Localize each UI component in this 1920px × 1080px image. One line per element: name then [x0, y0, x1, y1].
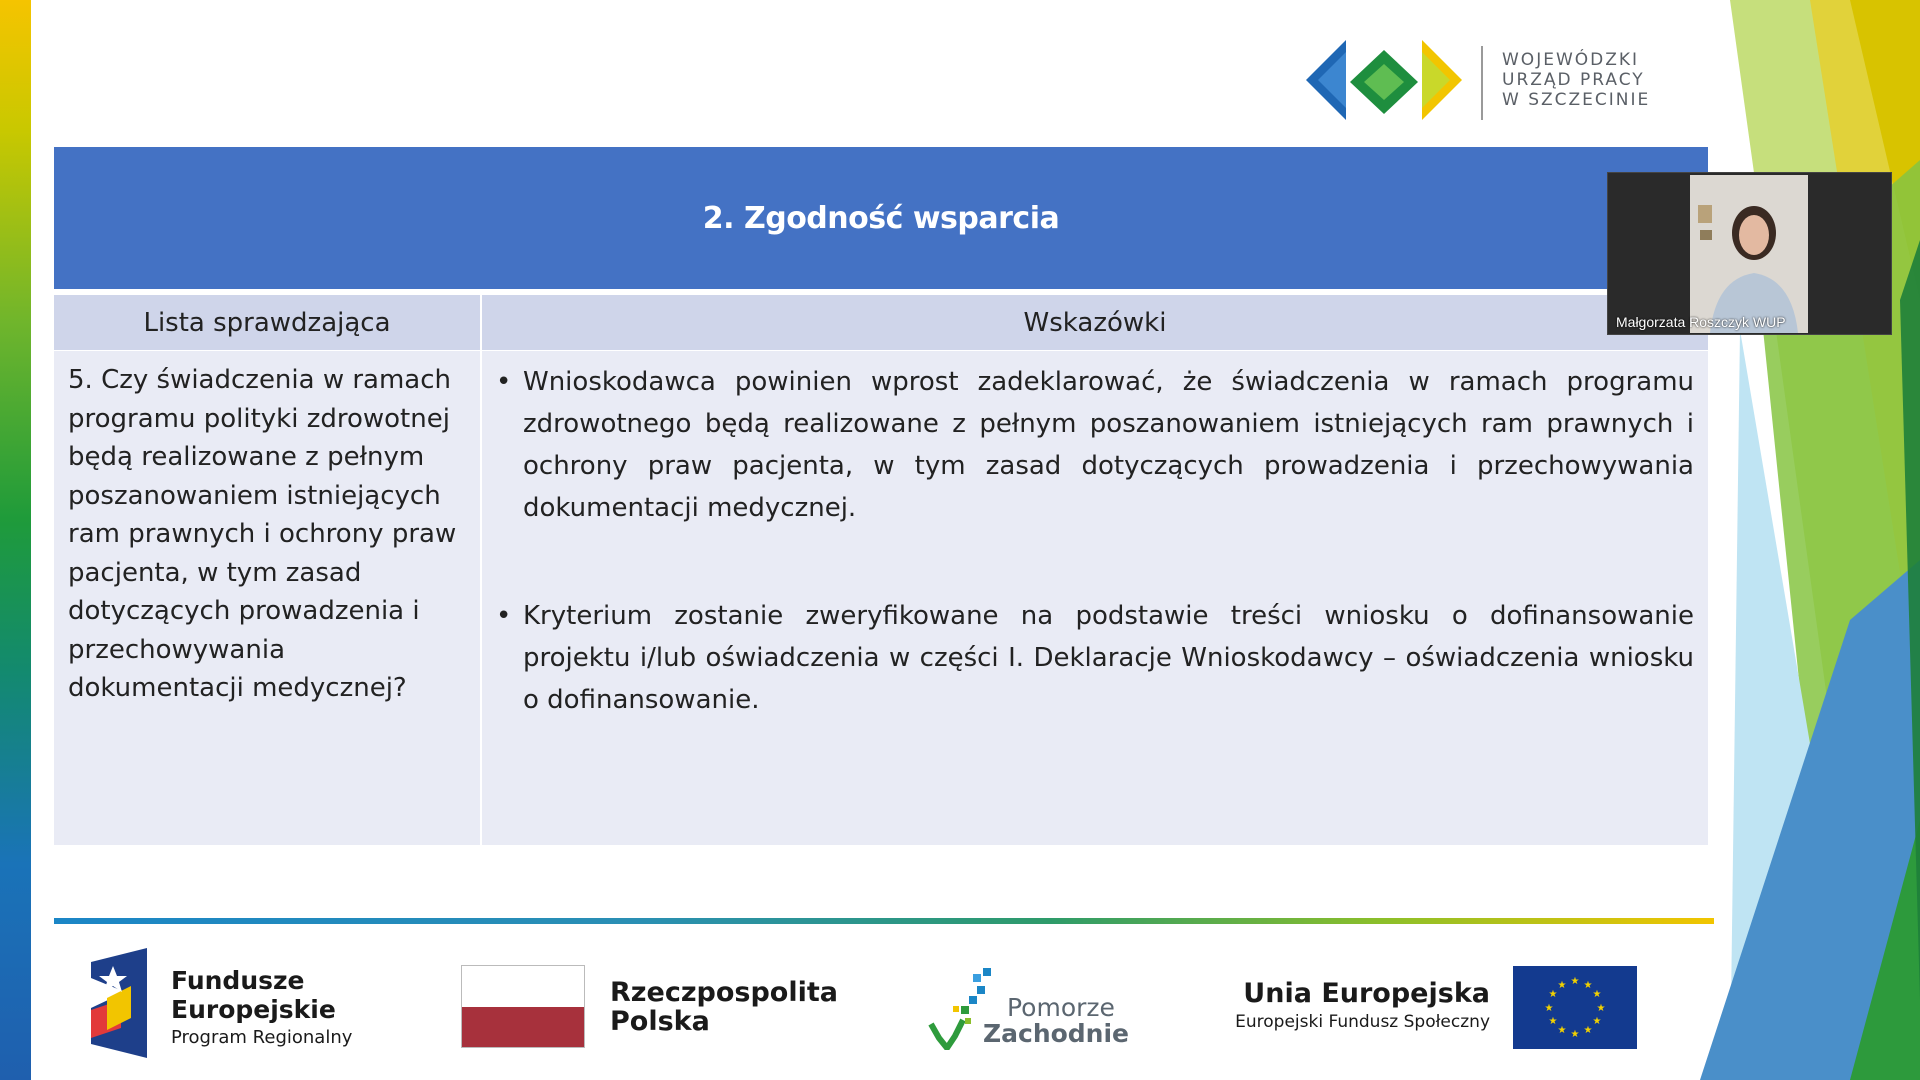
tip-item-1: • Wnioskodawca powinien wprost zadeklarować, że świadczenia w ramach programu zdrowotnego będą realizowane z pełnym poszanowaniem istniejących ram prawnych i ochrony praw pacjenta, w tym zasad dotyczących prowadzenia i przechowywania dokumentacji medycznej.: [496, 361, 1694, 529]
unia-europejska-text: [1225, 978, 1490, 1034]
slide-title-bar: [54, 147, 1708, 289]
participant-avatar-icon: [1690, 175, 1808, 333]
ue-line1: Unia Europejska: [1243, 978, 1490, 1009]
svg-text:★: ★: [1596, 1003, 1606, 1014]
tip-item-2: • Kryterium zostanie zweryfikowane na podstawie treści wniosku o dofinansowanie projektu i/lub oświadczenia w części I. Deklaracje Wnioskodawcy – oświadczenia wniosku o dofinansowanie.: [496, 595, 1694, 721]
wup-name-line1: WOJEWÓDZKI: [1502, 50, 1640, 70]
tips-cell: [482, 351, 1708, 845]
wup-name: [1502, 50, 1650, 110]
participant-name: Małgorzata Roszczyk WUP: [1616, 314, 1786, 330]
svg-text:★: ★: [1548, 989, 1558, 1000]
svg-text:★: ★: [1570, 976, 1580, 987]
wup-name-line2: URZĄD PRACY: [1502, 70, 1645, 90]
fe-line3: Program Regionalny: [171, 1027, 353, 1048]
svg-text:★: ★: [1557, 980, 1567, 991]
zachodnie-text: Zachodnie: [983, 1019, 1130, 1048]
svg-text:★: ★: [1557, 1025, 1567, 1036]
footer-gradient-line: [54, 918, 1714, 924]
svg-text:★: ★: [1583, 1025, 1593, 1036]
checklist-cell: [54, 351, 480, 845]
svg-text:★: ★: [1583, 980, 1593, 991]
tips-list: [482, 351, 1708, 721]
header-tips: Wskazówki: [482, 295, 1708, 350]
right-decoration: [1700, 0, 1920, 1080]
pl-line2: Polska: [610, 1006, 710, 1037]
participant-video-tile[interactable]: [1607, 172, 1892, 335]
svg-text:★: ★: [1544, 1003, 1554, 1014]
wup-logo-icon: [1306, 34, 1462, 126]
ue-line2: Europejski Fundusz Społeczny: [1235, 1012, 1490, 1032]
rzeczpospolita-polska-text: [610, 978, 838, 1036]
slide-title: 2. Zgodność wsparcia: [702, 200, 1060, 236]
eu-flag-icon: [1513, 966, 1637, 1049]
svg-text:★: ★: [1548, 1016, 1558, 1027]
poland-flag-icon: [461, 965, 585, 1048]
participant-video: [1690, 175, 1808, 333]
svg-text:★: ★: [1592, 1016, 1602, 1027]
fundusze-europejskie-logo-icon: [91, 948, 147, 1058]
fe-line2: Europejskie: [171, 995, 336, 1024]
left-gradient-strip: [0, 0, 31, 1080]
wup-name-line3: W SZCZECINIE: [1502, 90, 1651, 110]
pomorze-text: Pomorze: [1007, 993, 1115, 1022]
header-checklist: Lista sprawdzająca: [54, 295, 480, 350]
checklist-question: 5. Czy świadczenia w ramach programu polityki zdrowotnej będą realizowane z pełnym poszanowaniem istniejących ram prawnych i ochrony praw pacjenta, w tym zasad dotyczących prowadzenia i przechowywania dokumentacji medycznej?: [68, 365, 457, 703]
checklist-table: [54, 295, 1708, 845]
header-divider: [1481, 46, 1483, 120]
fe-line1: Fundusze: [171, 966, 305, 995]
svg-text:★: ★: [1592, 989, 1602, 1000]
fundusze-europejskie-text: [171, 966, 352, 1052]
pl-line1: Rzeczpospolita: [610, 977, 838, 1008]
svg-text:★: ★: [1570, 1029, 1580, 1040]
